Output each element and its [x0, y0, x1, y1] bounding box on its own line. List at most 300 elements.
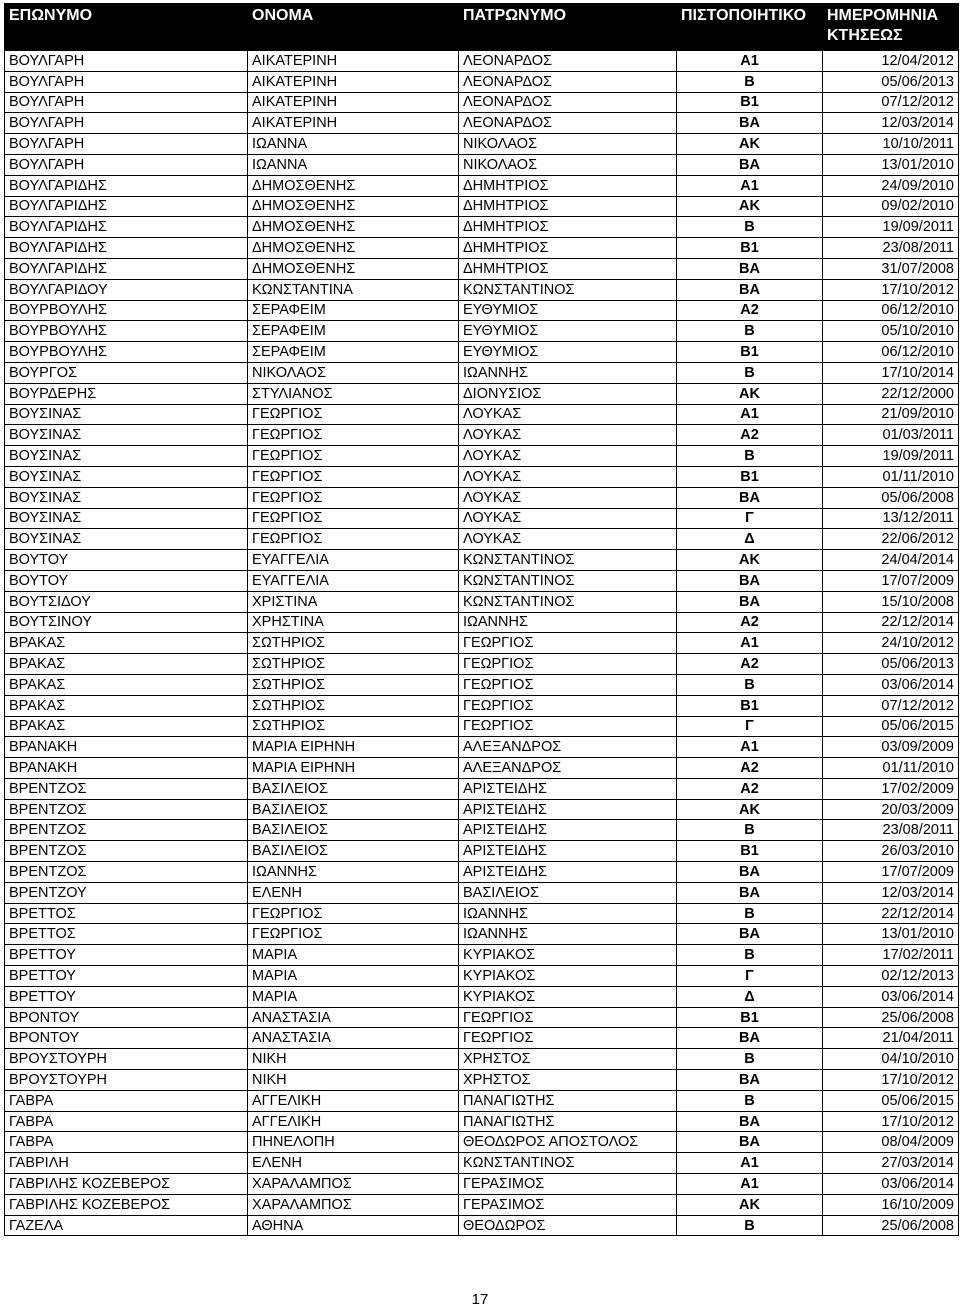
date-cell: 17/02/2009 [823, 778, 959, 799]
surname-cell: ΒΟΥΛΓΑΡΗ [5, 92, 248, 113]
date-cell: 24/09/2010 [823, 175, 959, 196]
fathers-name-cell: ΑΡΙΣΤΕΙΔΗΣ [459, 820, 677, 841]
table-row [5, 196, 959, 217]
date-cell: 07/12/2012 [823, 92, 959, 113]
date-cell: 13/01/2010 [823, 154, 959, 175]
certificate-cell: ΒΑ [677, 1111, 823, 1132]
table-row [5, 674, 959, 695]
table-row [5, 321, 959, 342]
table-row [5, 716, 959, 737]
first-name-cell: ΕΛΕΝΗ [248, 882, 459, 903]
certificate-cell: ΑΚ [677, 550, 823, 571]
first-name-cell: ΑΝΑΣΤΑΣΙΑ [248, 1007, 459, 1028]
table-row [5, 1174, 959, 1195]
table-row [5, 175, 959, 196]
header-acquisition-date: ΗΜΕΡΟΜΗΝΙΑ ΚΤΗΣΕΩΣ [823, 4, 959, 51]
table-row [5, 1090, 959, 1111]
fathers-name-cell: ΚΥΡΙΑΚΟΣ [459, 986, 677, 1007]
certificate-cell: Γ [677, 508, 823, 529]
surname-cell: ΒΡΕΤΤΟΥ [5, 986, 248, 1007]
table-row [5, 1194, 959, 1215]
table-row [5, 1070, 959, 1091]
surname-cell: ΒΡΕΝΤΖΟΣ [5, 820, 248, 841]
certificate-cell: Β1 [677, 695, 823, 716]
table-row [5, 71, 959, 92]
surname-cell: ΒΟΥΡΒΟΥΛΗΣ [5, 321, 248, 342]
table-row [5, 1028, 959, 1049]
date-cell: 03/09/2009 [823, 737, 959, 758]
table-row [5, 113, 959, 134]
first-name-cell: ΧΑΡΑΛΑΜΠΟΣ [248, 1194, 459, 1215]
table-row [5, 508, 959, 529]
date-cell: 01/11/2010 [823, 758, 959, 779]
fathers-name-cell: ΓΕΡΑΣΙΜΟΣ [459, 1194, 677, 1215]
surname-cell: ΒΟΥΛΓΑΡΗ [5, 71, 248, 92]
table-row [5, 1132, 959, 1153]
certificate-cell: Β1 [677, 1007, 823, 1028]
certificate-cell: Β [677, 1090, 823, 1111]
page-number: 17 [471, 1291, 489, 1308]
table-row [5, 446, 959, 467]
first-name-cell: ΑΙΚΑΤΕΡΙΝΗ [248, 92, 459, 113]
date-cell: 26/03/2010 [823, 841, 959, 862]
fathers-name-cell: ΓΕΩΡΓΙΟΣ [459, 695, 677, 716]
surname-cell: ΒΡΑΚΑΣ [5, 716, 248, 737]
surname-cell: ΓΑΒΡΑ [5, 1090, 248, 1111]
surname-cell: ΒΟΥΛΓΑΡΙΔΗΣ [5, 196, 248, 217]
surname-cell: ΒΟΥΣΙΝΑΣ [5, 466, 248, 487]
fathers-name-cell: ΔΗΜΗΤΡΙΟΣ [459, 196, 677, 217]
first-name-cell: ΓΕΩΡΓΙΟΣ [248, 529, 459, 550]
first-name-cell: ΙΩΑΝΝΗΣ [248, 862, 459, 883]
first-name-cell: ΣΩΤΗΡΙΟΣ [248, 674, 459, 695]
first-name-cell: ΓΕΩΡΓΙΟΣ [248, 903, 459, 924]
table-row [5, 51, 959, 72]
fathers-name-cell: ΓΕΡΑΣΙΜΟΣ [459, 1174, 677, 1195]
surname-cell: ΒΡΕΤΤΟΣ [5, 924, 248, 945]
table-row [5, 903, 959, 924]
date-cell: 06/12/2010 [823, 342, 959, 363]
first-name-cell: ΑΙΚΑΤΕΡΙΝΗ [248, 71, 459, 92]
certificate-cell: Α1 [677, 737, 823, 758]
first-name-cell: ΜΑΡΙΑ ΕΙΡΗΝΗ [248, 737, 459, 758]
surname-cell: ΒΡΕΝΤΖΟΣ [5, 778, 248, 799]
surname-cell: ΒΟΥΛΓΑΡΙΔΗΣ [5, 238, 248, 259]
first-name-cell: ΚΩΝΣΤΑΝΤΙΝΑ [248, 279, 459, 300]
first-name-cell: ΣΩΤΗΡΙΟΣ [248, 633, 459, 654]
date-cell: 17/10/2014 [823, 362, 959, 383]
certificate-cell: Β1 [677, 238, 823, 259]
header-certificate: ΠΙΣΤΟΠΟΙΗΤΙΚΟ [677, 4, 823, 51]
surname-cell: ΒΟΥΛΓΑΡΗ [5, 154, 248, 175]
surname-cell: ΓΑΒΡΙΛΗΣ ΚΟΖΕΒΕΡΟΣ [5, 1174, 248, 1195]
surname-cell: ΒΡΑΚΑΣ [5, 633, 248, 654]
surname-cell: ΒΟΥΣΙΝΑΣ [5, 487, 248, 508]
fathers-name-cell: ΛΟΥΚΑΣ [459, 446, 677, 467]
fathers-name-cell: ΓΕΩΡΓΙΟΣ [459, 1028, 677, 1049]
table-row [5, 778, 959, 799]
first-name-cell: ΓΕΩΡΓΙΟΣ [248, 425, 459, 446]
certificate-cell: Β [677, 945, 823, 966]
certificate-cell: ΒΑ [677, 1028, 823, 1049]
date-cell: 12/03/2014 [823, 113, 959, 134]
certificate-cell: Α2 [677, 612, 823, 633]
fathers-name-cell: ΑΡΙΣΤΕΙΔΗΣ [459, 778, 677, 799]
table-row [5, 945, 959, 966]
certificate-cell: Γ [677, 716, 823, 737]
table-row [5, 1153, 959, 1174]
table-header [5, 4, 959, 51]
fathers-name-cell: ΓΕΩΡΓΙΟΣ [459, 716, 677, 737]
first-name-cell: ΔΗΜΟΣΘΕΝΗΣ [248, 217, 459, 238]
certificate-cell: Δ [677, 986, 823, 1007]
table-row [5, 633, 959, 654]
first-name-cell: ΧΡΗΣΤΙΝΑ [248, 612, 459, 633]
first-name-cell: ΓΕΩΡΓΙΟΣ [248, 404, 459, 425]
surname-cell: ΒΡΕΝΤΖΟΥ [5, 882, 248, 903]
fathers-name-cell: ΚΩΝΣΤΑΝΤΙΝΟΣ [459, 279, 677, 300]
first-name-cell: ΑΙΚΑΤΕΡΙΝΗ [248, 51, 459, 72]
first-name-cell: ΓΕΩΡΓΙΟΣ [248, 508, 459, 529]
first-name-cell: ΒΑΣΙΛΕΙΟΣ [248, 778, 459, 799]
table-row [5, 862, 959, 883]
table-row [5, 92, 959, 113]
table-row [5, 758, 959, 779]
fathers-name-cell: ΑΛΕΞΑΝΔΡΟΣ [459, 758, 677, 779]
fathers-name-cell: ΚΩΝΣΤΑΝΤΙΝΟΣ [459, 550, 677, 571]
table-row [5, 612, 959, 633]
surname-cell: ΒΟΥΛΓΑΡΙΔΗΣ [5, 258, 248, 279]
fathers-name-cell: ΛΟΥΚΑΣ [459, 529, 677, 550]
date-cell: 01/03/2011 [823, 425, 959, 446]
date-cell: 23/08/2011 [823, 820, 959, 841]
certificate-cell: Β [677, 674, 823, 695]
date-cell: 17/02/2011 [823, 945, 959, 966]
date-cell: 05/06/2013 [823, 654, 959, 675]
first-name-cell: ΓΕΩΡΓΙΟΣ [248, 487, 459, 508]
table-row [5, 342, 959, 363]
surname-cell: ΒΡΟΝΤΟΥ [5, 1007, 248, 1028]
certificate-cell: Β [677, 903, 823, 924]
certificate-cell: Α1 [677, 1153, 823, 1174]
table-row [5, 404, 959, 425]
fathers-name-cell: ΔΙΟΝΥΣΙΟΣ [459, 383, 677, 404]
date-cell: 22/12/2014 [823, 903, 959, 924]
certificate-cell: Β1 [677, 841, 823, 862]
surname-cell: ΒΟΥΛΓΑΡΗ [5, 113, 248, 134]
date-cell: 05/06/2008 [823, 487, 959, 508]
certificate-cell: Β [677, 362, 823, 383]
first-name-cell: ΣΩΤΗΡΙΟΣ [248, 716, 459, 737]
first-name-cell: ΣΤΥΛΙΑΝΟΣ [248, 383, 459, 404]
first-name-cell: ΜΑΡΙΑ [248, 986, 459, 1007]
surname-cell: ΒΟΥΛΓΑΡΗ [5, 134, 248, 155]
surname-cell: ΒΡΑΝΑΚΗ [5, 737, 248, 758]
fathers-name-cell: ΚΩΝΣΤΑΝΤΙΝΟΣ [459, 1153, 677, 1174]
fathers-name-cell: ΕΥΘΥΜΙΟΣ [459, 300, 677, 321]
certificate-cell: ΑΚ [677, 799, 823, 820]
date-cell: 20/03/2009 [823, 799, 959, 820]
first-name-cell: ΓΕΩΡΓΙΟΣ [248, 924, 459, 945]
fathers-name-cell: ΛΟΥΚΑΣ [459, 508, 677, 529]
first-name-cell: ΓΕΩΡΓΙΟΣ [248, 466, 459, 487]
first-name-cell: ΕΛΕΝΗ [248, 1153, 459, 1174]
first-name-cell: ΝΙΚΗ [248, 1049, 459, 1070]
fathers-name-cell: ΛΟΥΚΑΣ [459, 425, 677, 446]
certificate-cell: Α1 [677, 51, 823, 72]
surname-cell: ΒΡΑΚΑΣ [5, 654, 248, 675]
first-name-cell: ΑΓΓΕΛΙΚΗ [248, 1111, 459, 1132]
table-row [5, 570, 959, 591]
certificate-cell: ΒΑ [677, 924, 823, 945]
surname-cell: ΒΟΥΣΙΝΑΣ [5, 404, 248, 425]
first-name-cell: ΣΕΡΑΦΕΙΜ [248, 321, 459, 342]
date-cell: 01/11/2010 [823, 466, 959, 487]
date-cell: 17/10/2012 [823, 279, 959, 300]
fathers-name-cell: ΔΗΜΗΤΡΙΟΣ [459, 217, 677, 238]
first-name-cell: ΑΙΚΑΤΕΡΙΝΗ [248, 113, 459, 134]
fathers-name-cell: ΛΕΟΝΑΡΔΟΣ [459, 51, 677, 72]
fathers-name-cell: ΒΑΣΙΛΕΙΟΣ [459, 882, 677, 903]
table-row [5, 487, 959, 508]
certificate-cell: ΑΚ [677, 134, 823, 155]
certificate-cell: ΒΑ [677, 487, 823, 508]
certificate-cell: ΒΑ [677, 279, 823, 300]
table-row [5, 154, 959, 175]
date-cell: 07/12/2012 [823, 695, 959, 716]
table-row [5, 966, 959, 987]
first-name-cell: ΔΗΜΟΣΘΕΝΗΣ [248, 196, 459, 217]
table-row [5, 466, 959, 487]
first-name-cell: ΣΩΤΗΡΙΟΣ [248, 695, 459, 716]
first-name-cell: ΕΥΑΓΓΕΛΙΑ [248, 550, 459, 571]
fathers-name-cell: ΕΥΘΥΜΙΟΣ [459, 342, 677, 363]
certificate-cell: Α2 [677, 300, 823, 321]
date-cell: 03/06/2014 [823, 1174, 959, 1195]
certificate-cell: ΒΑ [677, 570, 823, 591]
fathers-name-cell: ΑΡΙΣΤΕΙΔΗΣ [459, 841, 677, 862]
certificate-cell: Β [677, 1049, 823, 1070]
fathers-name-cell: ΑΛΕΞΑΝΔΡΟΣ [459, 737, 677, 758]
date-cell: 04/10/2010 [823, 1049, 959, 1070]
date-cell: 22/12/2014 [823, 612, 959, 633]
surname-cell: ΒΟΥΤΣΙΝΟΥ [5, 612, 248, 633]
fathers-name-cell: ΑΡΙΣΤΕΙΔΗΣ [459, 862, 677, 883]
fathers-name-cell: ΧΡΗΣΤΟΣ [459, 1049, 677, 1070]
certificate-cell: ΒΑ [677, 591, 823, 612]
fathers-name-cell: ΙΩΑΝΝΗΣ [459, 903, 677, 924]
surname-cell: ΒΟΥΣΙΝΑΣ [5, 508, 248, 529]
surname-cell: ΒΡΕΤΤΟΥ [5, 945, 248, 966]
surname-cell: ΒΟΥΣΙΝΑΣ [5, 529, 248, 550]
date-cell: 12/03/2014 [823, 882, 959, 903]
surname-cell: ΒΡΕΝΤΖΟΣ [5, 799, 248, 820]
certificate-cell: ΒΑ [677, 113, 823, 134]
fathers-name-cell: ΚΩΝΣΤΑΝΤΙΝΟΣ [459, 591, 677, 612]
surname-cell: ΒΡΟΥΣΤΟΥΡΗ [5, 1049, 248, 1070]
table-row [5, 737, 959, 758]
first-name-cell: ΧΡΙΣΤΙΝΑ [248, 591, 459, 612]
first-name-cell: ΔΗΜΟΣΘΕΝΗΣ [248, 238, 459, 259]
fathers-name-cell: ΓΕΩΡΓΙΟΣ [459, 674, 677, 695]
certificate-cell: Β1 [677, 342, 823, 363]
first-name-cell: ΒΑΣΙΛΕΙΟΣ [248, 799, 459, 820]
surname-cell: ΒΡΑΝΑΚΗ [5, 758, 248, 779]
fathers-name-cell: ΕΥΘΥΜΙΟΣ [459, 321, 677, 342]
date-cell: 05/06/2013 [823, 71, 959, 92]
fathers-name-cell: ΚΩΝΣΤΑΝΤΙΝΟΣ [459, 570, 677, 591]
surname-cell: ΒΟΥΡΒΟΥΛΗΣ [5, 300, 248, 321]
table-row [5, 550, 959, 571]
table-row [5, 1049, 959, 1070]
table-row [5, 1215, 959, 1236]
certificate-cell: ΒΑ [677, 258, 823, 279]
table-row [5, 238, 959, 259]
surname-cell: ΒΟΥΛΓΑΡΗ [5, 51, 248, 72]
first-name-cell: ΙΩΑΝΝΑ [248, 134, 459, 155]
first-name-cell: ΜΑΡΙΑ [248, 945, 459, 966]
certificate-cell: Β [677, 1215, 823, 1236]
certificate-register-table [4, 3, 959, 1236]
certificate-cell: Β [677, 446, 823, 467]
fathers-name-cell: ΛΟΥΚΑΣ [459, 487, 677, 508]
date-cell: 23/08/2011 [823, 238, 959, 259]
fathers-name-cell: ΛΕΟΝΑΡΔΟΣ [459, 71, 677, 92]
certificate-cell: Α1 [677, 175, 823, 196]
fathers-name-cell: ΘΕΟΔΩΡΟΣ [459, 1215, 677, 1236]
fathers-name-cell: ΔΗΜΗΤΡΙΟΣ [459, 258, 677, 279]
first-name-cell: ΔΗΜΟΣΘΕΝΗΣ [248, 175, 459, 196]
surname-cell: ΒΟΥΤΣΙΔΟΥ [5, 591, 248, 612]
surname-cell: ΒΟΥΛΓΑΡΙΔΗΣ [5, 217, 248, 238]
fathers-name-cell: ΛΟΥΚΑΣ [459, 466, 677, 487]
table-row [5, 529, 959, 550]
table-row [5, 279, 959, 300]
fathers-name-cell: ΔΗΜΗΤΡΙΟΣ [459, 238, 677, 259]
certificate-cell: ΒΑ [677, 154, 823, 175]
date-cell: 03/06/2014 [823, 986, 959, 1007]
certificate-cell: Α2 [677, 778, 823, 799]
first-name-cell: ΧΑΡΑΛΑΜΠΟΣ [248, 1174, 459, 1195]
date-cell: 24/10/2012 [823, 633, 959, 654]
date-cell: 16/10/2009 [823, 1194, 959, 1215]
table-row [5, 882, 959, 903]
certificate-cell: ΑΚ [677, 1194, 823, 1215]
fathers-name-cell: ΑΡΙΣΤΕΙΔΗΣ [459, 799, 677, 820]
first-name-cell: ΓΕΩΡΓΙΟΣ [248, 446, 459, 467]
surname-cell: ΒΡΕΝΤΖΟΣ [5, 862, 248, 883]
date-cell: 02/12/2013 [823, 966, 959, 987]
fathers-name-cell: ΝΙΚΟΛΑΟΣ [459, 154, 677, 175]
date-cell: 19/09/2011 [823, 217, 959, 238]
certificate-cell: Β [677, 71, 823, 92]
certificate-cell: Β [677, 321, 823, 342]
certificate-cell: Γ [677, 966, 823, 987]
date-cell: 17/07/2009 [823, 862, 959, 883]
surname-cell: ΒΟΥΛΓΑΡΙΔΗΣ [5, 175, 248, 196]
date-cell: 13/12/2011 [823, 508, 959, 529]
certificate-cell: ΒΑ [677, 862, 823, 883]
table-row [5, 841, 959, 862]
surname-cell: ΓΑΒΡΙΛΗΣ ΚΟΖΕΒΕΡΟΣ [5, 1194, 248, 1215]
first-name-cell: ΝΙΚΗ [248, 1070, 459, 1091]
date-cell: 31/07/2008 [823, 258, 959, 279]
table-row [5, 217, 959, 238]
date-cell: 12/04/2012 [823, 51, 959, 72]
table-body [5, 51, 959, 1236]
surname-cell: ΓΑΒΡΑ [5, 1111, 248, 1132]
fathers-name-cell: ΙΩΑΝΝΗΣ [459, 924, 677, 945]
surname-cell: ΒΡΕΝΤΖΟΣ [5, 841, 248, 862]
fathers-name-cell: ΛΕΟΝΑΡΔΟΣ [459, 113, 677, 134]
date-cell: 10/10/2011 [823, 134, 959, 155]
surname-cell: ΒΟΥΣΙΝΑΣ [5, 425, 248, 446]
header-row [5, 4, 959, 51]
fathers-name-cell: ΛΟΥΚΑΣ [459, 404, 677, 425]
surname-cell: ΒΡΟΥΣΤΟΥΡΗ [5, 1070, 248, 1091]
fathers-name-cell: ΚΥΡΙΑΚΟΣ [459, 966, 677, 987]
date-cell: 17/10/2012 [823, 1070, 959, 1091]
certificate-cell: Β [677, 217, 823, 238]
fathers-name-cell: ΓΕΩΡΓΙΟΣ [459, 1007, 677, 1028]
date-cell: 17/10/2012 [823, 1111, 959, 1132]
fathers-name-cell: ΓΕΩΡΓΙΟΣ [459, 654, 677, 675]
surname-cell: ΒΟΥΡΒΟΥΛΗΣ [5, 342, 248, 363]
fathers-name-cell: ΠΑΝΑΓΙΩΤΗΣ [459, 1090, 677, 1111]
date-cell: 25/06/2008 [823, 1007, 959, 1028]
certificate-cell: Β [677, 820, 823, 841]
table-row [5, 425, 959, 446]
first-name-cell: ΑΘΗΝΑ [248, 1215, 459, 1236]
date-cell: 24/04/2014 [823, 550, 959, 571]
fathers-name-cell: ΓΕΩΡΓΙΟΣ [459, 633, 677, 654]
fathers-name-cell: ΝΙΚΟΛΑΟΣ [459, 134, 677, 155]
surname-cell: ΒΟΥΣΙΝΑΣ [5, 446, 248, 467]
first-name-cell: ΜΑΡΙΑ ΕΙΡΗΝΗ [248, 758, 459, 779]
surname-cell: ΓΑΒΡΙΛΗ [5, 1153, 248, 1174]
surname-cell: ΒΡΟΝΤΟΥ [5, 1028, 248, 1049]
surname-cell: ΒΡΑΚΑΣ [5, 695, 248, 716]
certificate-cell: Α1 [677, 633, 823, 654]
surname-cell: ΒΟΥΤΟΥ [5, 570, 248, 591]
date-cell: 05/10/2010 [823, 321, 959, 342]
first-name-cell: ΑΝΑΣΤΑΣΙΑ [248, 1028, 459, 1049]
certificate-cell: Β1 [677, 466, 823, 487]
first-name-cell: ΝΙΚΟΛΑΟΣ [248, 362, 459, 383]
date-cell: 08/04/2009 [823, 1132, 959, 1153]
certificate-cell: ΑΚ [677, 383, 823, 404]
table-row [5, 258, 959, 279]
fathers-name-cell: ΙΩΑΝΝΗΣ [459, 362, 677, 383]
table-row [5, 820, 959, 841]
header-fathers-name: ΠΑΤΡΩΝΥΜΟ [459, 4, 677, 51]
surname-cell: ΒΡΑΚΑΣ [5, 674, 248, 695]
surname-cell: ΒΡΕΤΤΟΥ [5, 966, 248, 987]
date-cell: 06/12/2010 [823, 300, 959, 321]
date-cell: 15/10/2008 [823, 591, 959, 612]
date-cell: 19/09/2011 [823, 446, 959, 467]
certificate-cell: Α2 [677, 425, 823, 446]
date-cell: 03/06/2014 [823, 674, 959, 695]
first-name-cell: ΠΗΝΕΛΟΠΗ [248, 1132, 459, 1153]
fathers-name-cell: ΙΩΑΝΝΗΣ [459, 612, 677, 633]
header-surname: ΕΠΩΝΥΜΟ [5, 4, 248, 51]
fathers-name-cell: ΚΥΡΙΑΚΟΣ [459, 945, 677, 966]
date-cell: 09/02/2010 [823, 196, 959, 217]
certificate-cell: Δ [677, 529, 823, 550]
fathers-name-cell: ΘΕΟΔΩΡΟΣ ΑΠΟΣΤΟΛΟΣ [459, 1132, 677, 1153]
table-row [5, 986, 959, 1007]
